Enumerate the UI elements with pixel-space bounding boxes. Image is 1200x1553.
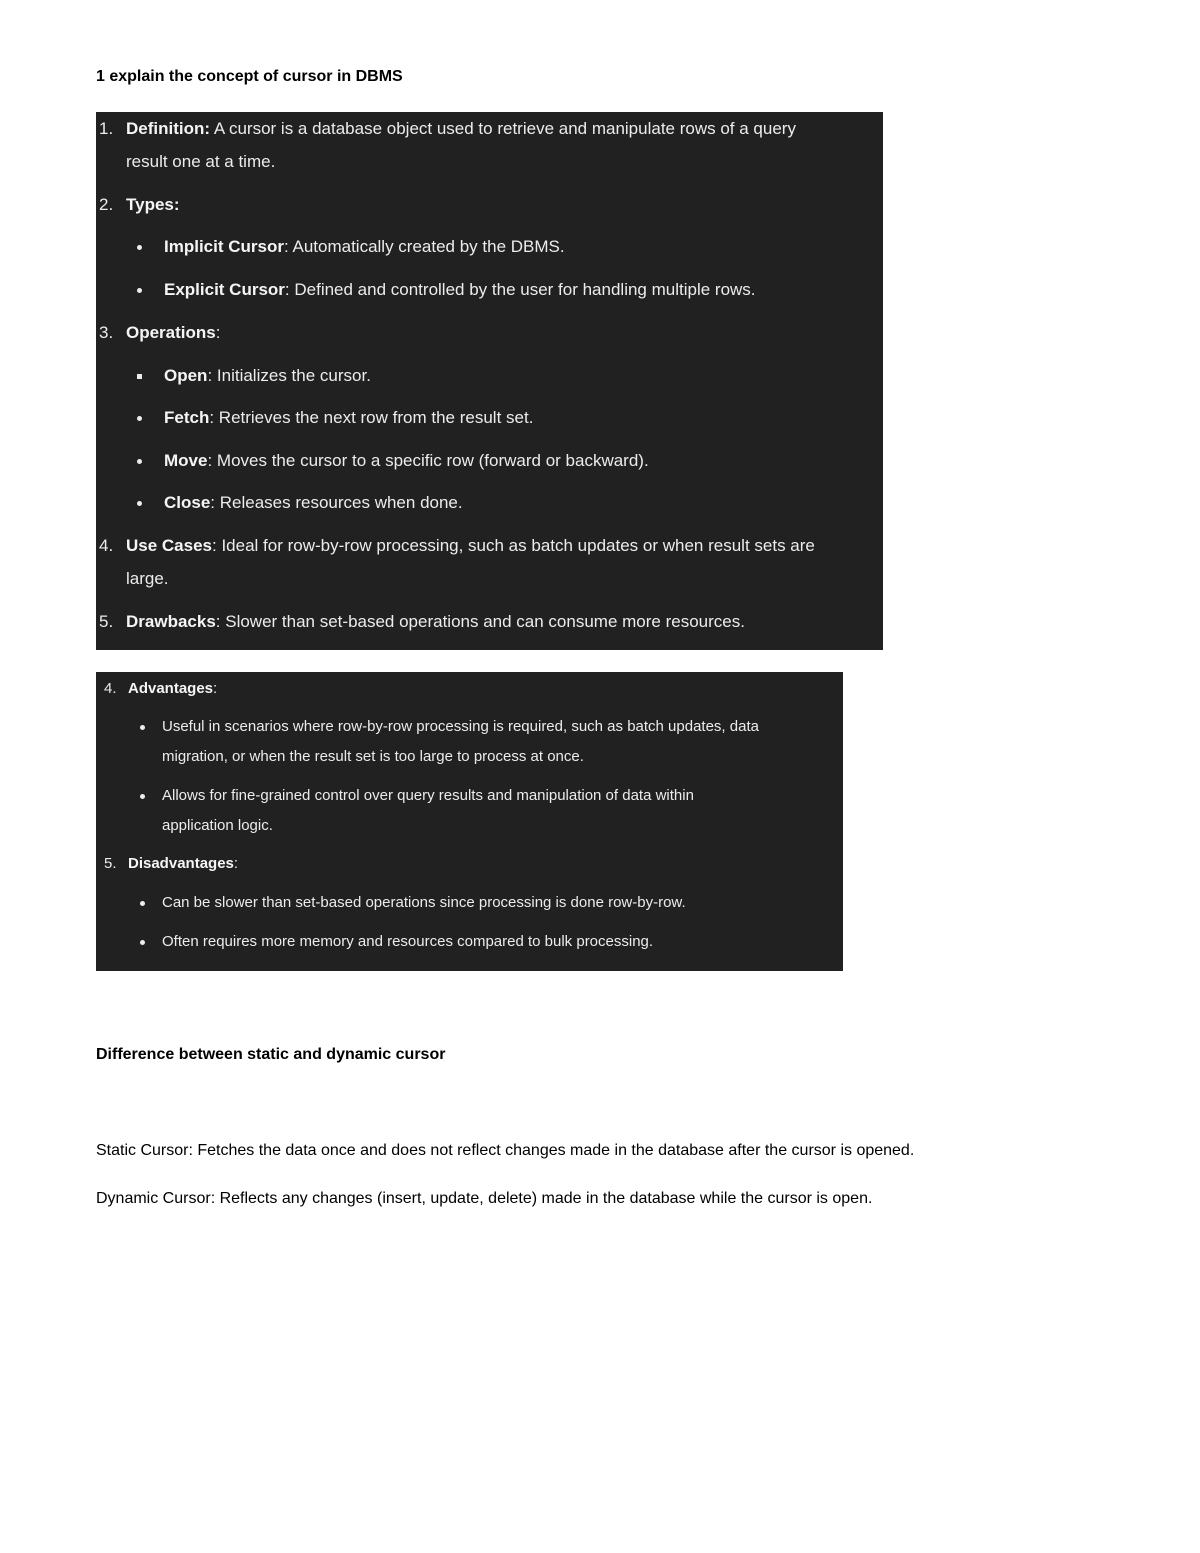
item-label: Definition:	[126, 119, 211, 138]
item-label: Implicit Cursor	[164, 237, 284, 256]
item-label: Operations	[126, 323, 216, 342]
item-text: Allows for fine-grained control over query results and manipulation of data within	[162, 787, 694, 804]
item-text-continued: migration, or when the result set is too large to process at once.	[162, 748, 584, 765]
item-text: :	[213, 680, 218, 697]
item-label: Use Cases	[126, 536, 213, 555]
section-heading-static-vs-dynamic: Difference between static and dynamic cursor	[96, 1046, 446, 1063]
bullet-icon	[137, 245, 142, 250]
cursor-concept-box	[96, 112, 883, 650]
list-number: 4.	[104, 680, 117, 697]
item-text: : Defined and controlled by the user for handling multiple rows.	[284, 280, 756, 299]
advantages-disadvantages-box	[96, 672, 843, 971]
static-cursor-description: Static Cursor: Fetches the data once and does not reflect changes made in the database after the cursor is opened.	[96, 1142, 915, 1159]
item-text: : Initializes the cursor.	[207, 366, 371, 385]
square-bullet-icon	[137, 374, 142, 379]
item-text: : Slower than set-based operations and can consume more resources.	[215, 612, 745, 631]
list-number: 5.	[104, 855, 117, 872]
item-text: :	[215, 323, 221, 342]
item-text: Can be slower than set-based operations since processing is done row-by-row.	[162, 894, 686, 911]
item-text: Useful in scenarios where row-by-row processing is required, such as batch updates, data	[162, 718, 759, 735]
item-label: Advantages	[128, 680, 214, 697]
bullet-icon	[140, 794, 145, 799]
item-text: : Moves the cursor to a specific row (forward or backward).	[207, 451, 649, 470]
bullet-icon	[137, 459, 142, 464]
item-text-continued: result one at a time.	[126, 152, 276, 171]
bullet-icon	[140, 901, 145, 906]
bullet-icon	[140, 725, 145, 730]
item-label: Fetch	[164, 408, 210, 427]
list-number: 5.	[99, 612, 114, 631]
item-text-continued: application logic.	[162, 817, 273, 834]
item-text: A cursor is a database object used to retrieve and manipulate rows of a query	[210, 119, 796, 138]
bullet-icon	[137, 501, 142, 506]
bullet-icon	[137, 288, 142, 293]
item-label: Close	[164, 493, 211, 512]
item-text: : Automatically created by the DBMS.	[283, 237, 565, 256]
item-text: Often requires more memory and resources compared to bulk processing.	[162, 933, 654, 950]
item-label: Explicit Cursor	[164, 280, 285, 299]
item-label: Move	[164, 451, 208, 470]
item-text: : Ideal for row-by-row processing, such as batch updates or when result sets are	[212, 536, 815, 555]
list-number: 3.	[99, 323, 114, 342]
item-text: :	[233, 855, 239, 872]
item-label: Open	[164, 366, 208, 385]
bullet-icon	[140, 940, 145, 945]
dynamic-cursor-description: Dynamic Cursor: Reflects any changes (insert, update, delete) made in the database while the cursor is open.	[96, 1190, 873, 1207]
item-label: Types:	[126, 195, 180, 214]
bullet-icon	[137, 416, 142, 421]
item-text: : Retrieves the next row from the result set.	[209, 408, 534, 427]
item-label: Drawbacks	[126, 612, 216, 631]
item-text-continued: large.	[126, 569, 169, 588]
item-label: Disadvantages	[128, 855, 234, 872]
list-number: 2.	[99, 195, 114, 214]
list-number: 1.	[99, 119, 114, 138]
section-heading-cursor-concept: 1 explain the concept of cursor in DBMS	[96, 68, 403, 85]
item-text: : Releases resources when done.	[210, 493, 463, 512]
list-number: 4.	[99, 536, 114, 555]
